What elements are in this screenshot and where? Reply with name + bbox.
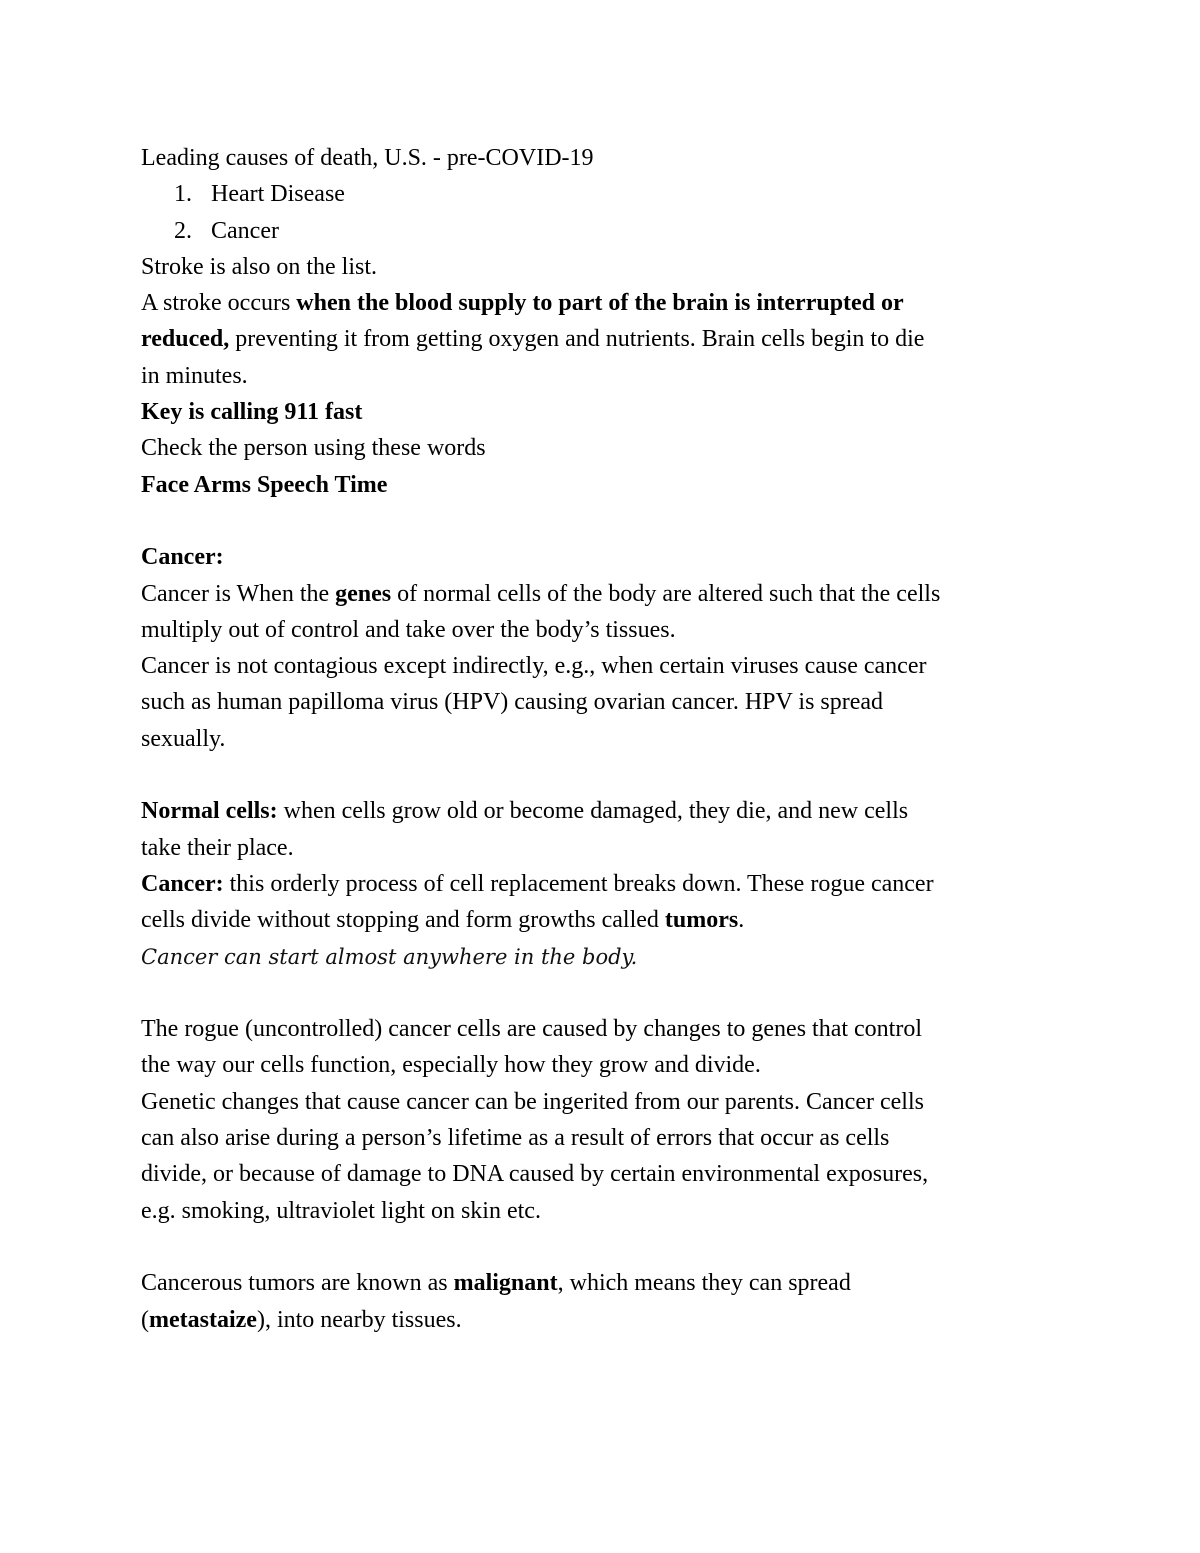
text-line [141,358,940,394]
text-segment: Check the person using these words [141,435,486,462]
text-segment: e.g. smoking, ultraviolet light on skin etc. [141,1197,541,1224]
text-segment: divide, or because of damage to DNA caused by certain environmental exposures, [141,1161,929,1188]
text-segment: A stroke occurs [141,290,297,317]
blank-line [141,757,940,793]
text-line [141,866,940,902]
text-line [141,576,940,612]
text-line [141,539,940,575]
text-segment: the way our cells function, especially how they grow and divide. [141,1052,761,1079]
text-line [141,1011,940,1047]
bold-text: Key is calling 911 fast [141,399,363,426]
text-line [141,648,940,684]
text-segment: ( [141,1306,149,1333]
text-segment: Genetic changes that cause cancer can be ingerited from our parents. Cancer cells [141,1088,924,1115]
text-line [141,249,940,285]
bold-text: Normal cells: [141,798,278,825]
text-segment: , which means they can spread [557,1270,851,1297]
bold-text: Cancer: [141,870,224,897]
text-segment: multiply out of control and take over the body’s tissues. [141,616,676,643]
text-segment: The rogue (uncontrolled) cancer cells are caused by changes to genes that control [141,1016,922,1043]
text-line [141,467,940,503]
text-line [141,1084,940,1120]
text-segment: preventing it from getting oxygen and nutrients. Brain cells begin to die [229,326,925,353]
text-line [141,902,940,938]
text-segment: Stroke is also on the list. [141,253,377,280]
text-line [141,1120,940,1156]
text-segment: . [738,907,745,934]
text-segment: Cancer is When the [141,580,336,607]
text-segment: of normal cells of the body are altered such that the cells [391,580,941,607]
list-item [141,213,940,249]
text-segment: this orderly process of cell replacement breaks down. These rogue cancer [223,870,934,897]
list-item [141,176,940,212]
list-number: 2. [174,217,192,244]
blank-line [141,1229,940,1265]
text-line [141,321,940,357]
text-line [141,1265,940,1301]
text-line [141,830,940,866]
text-line [141,140,940,176]
text-segment: when cells grow old or become damaged, they die, and new cells [277,798,909,825]
bold-text: when the blood supply to part of the brain is interrupted or [296,290,904,317]
text-segment: sexually. [141,725,226,752]
text-line [141,793,940,829]
italic-text: Cancer can start almost anywhere in the body. [141,944,638,969]
bold-text: Cancer: [141,544,224,571]
text-line [141,612,940,648]
text-line [141,430,940,466]
text-line [141,1193,940,1229]
blank-line [141,503,940,539]
text-segment: can also arise during a person’s lifetime as a result of errors that occur as cells [141,1125,890,1152]
text-line [141,721,940,757]
text-segment: take their place. [141,834,294,861]
blank-line [141,975,940,1011]
text-segment: Heart Disease [211,181,345,208]
text-line [141,1047,940,1083]
text-line [141,1302,940,1338]
text-segment: Cancer [211,217,279,244]
text-segment: Leading causes of death, U.S. - pre-COVID-19 [141,145,594,171]
bold-text: Face Arms Speech Time [141,471,388,498]
text-line [141,684,940,720]
bold-text: reduced, [141,326,230,353]
text-line [141,1156,940,1192]
text-segment: cells divide without stopping and form growths called [141,907,665,934]
text-segment: ), into nearby tissues. [256,1306,462,1333]
list-number: 1. [174,181,192,208]
document-body [141,140,940,1338]
text-segment: Cancerous tumors are known as [141,1270,454,1297]
text-segment: in minutes. [141,362,248,389]
bold-text: malignant [453,1270,558,1297]
text-line [141,394,940,430]
bold-text: tumors [664,907,739,934]
text-segment: Cancer is not contagious except indirectly, e.g., when certain viruses cause cancer [141,653,927,680]
bold-text: genes [335,580,392,607]
text-line [141,939,940,975]
text-line [141,285,940,321]
text-segment: such as human papilloma virus (HPV) causing ovarian cancer. HPV is spread [141,689,884,716]
bold-text: metastaize [149,1306,257,1333]
